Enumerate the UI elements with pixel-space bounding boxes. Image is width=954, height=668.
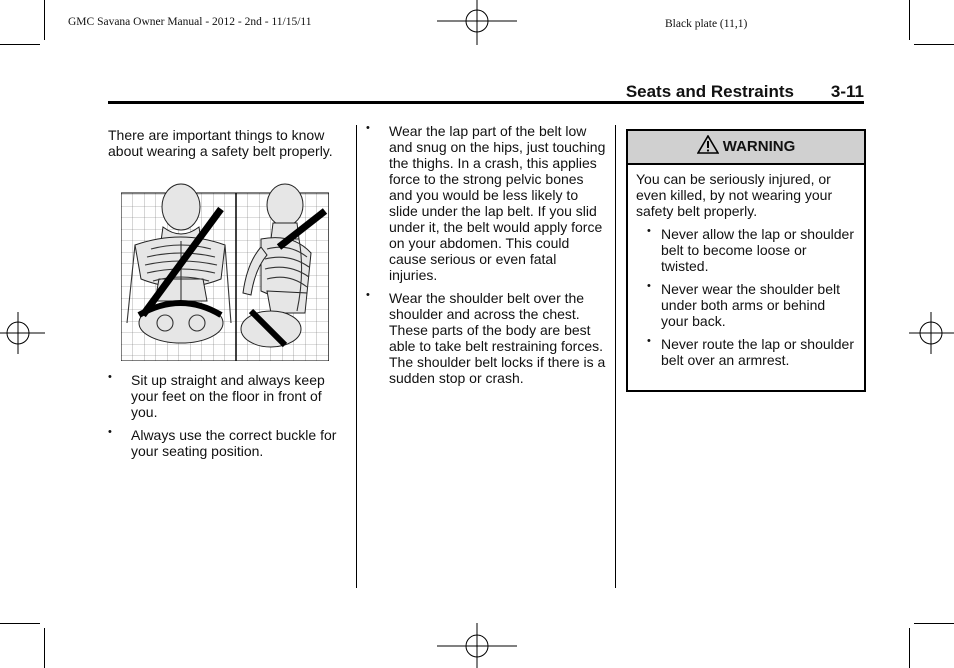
column-divider-2	[615, 125, 616, 588]
list-item	[366, 123, 606, 283]
list-item	[108, 427, 348, 459]
bullet-text: Never route the lap or shoulder belt over an armrest.	[661, 336, 854, 368]
bullet-dot: •	[647, 335, 651, 347]
crop-mark-bottom-right-h	[914, 623, 954, 624]
safety-belt-skeleton-illustration	[121, 183, 329, 361]
bullet-dot: •	[108, 426, 112, 438]
crop-mark-bottom-right-v	[909, 628, 910, 668]
bullet-text: Wear the shoulder belt over the shoulder and across the chest. These parts of the body are best able to take belt restraining forces. The shoulder belt locks if there is a sudden stop or crash.	[389, 290, 606, 386]
warning-header	[628, 131, 864, 165]
section-title: Seats and Restraints	[625, 82, 794, 101]
list-item	[366, 290, 606, 386]
column-divider-1	[356, 125, 357, 588]
list-item	[636, 226, 856, 274]
page-number: 3-11	[830, 82, 864, 101]
column-2	[366, 123, 606, 393]
crop-mark-top-left-v	[44, 0, 45, 40]
crop-mark-top-left-h	[0, 44, 40, 45]
intro-paragraph: There are important things to know about wearing a safety belt properly.	[108, 127, 333, 159]
page-header	[108, 80, 864, 102]
bullet-text: Wear the lap part of the belt low and snug on the hips, just touching the thighs. In a crash, this applies force to the strong pelvic bones and you would be less likely to slide under the lap belt. If you slid under it, the belt would apply force on your abdomen. This could cause serious or even fatal injuries.	[389, 123, 606, 283]
warning-intro: You can be seriously injured, or even killed, by not wearing your safety belt properly.	[636, 171, 833, 219]
warning-title: WARNING	[722, 138, 796, 155]
print-info-left: GMC Savana Owner Manual - 2012 - 2nd - 11/15/11	[68, 16, 312, 28]
column-1	[108, 127, 348, 159]
bullet-dot: •	[647, 225, 651, 237]
registration-mark-right	[909, 312, 954, 354]
warning-triangle-icon	[697, 135, 719, 154]
bullet-text: Never allow the lap or shoulder belt to become loose or twisted.	[661, 226, 854, 274]
list-item	[636, 281, 856, 329]
registration-mark-left	[0, 312, 45, 354]
bullet-dot: •	[647, 280, 651, 292]
list-item	[636, 336, 856, 368]
warning-box	[626, 129, 866, 392]
bullet-text: Never wear the shoulder belt under both arms or behind your back.	[661, 281, 840, 329]
crop-mark-bottom-left-v	[44, 628, 45, 668]
warning-body	[628, 165, 864, 368]
bullet-text: Sit up straight and always keep your feet on the floor in front of you.	[131, 372, 325, 420]
bullet-dot: •	[108, 371, 112, 383]
bullet-dot: •	[366, 122, 370, 134]
registration-mark-bottom	[437, 623, 517, 668]
print-info-right: Black plate (11,1)	[665, 18, 748, 30]
registration-mark-top	[437, 0, 517, 45]
crop-mark-top-right-v	[909, 0, 910, 40]
column-1-bullets	[108, 372, 348, 466]
crop-mark-bottom-left-h	[0, 623, 40, 624]
bullet-dot: •	[366, 289, 370, 301]
header-rule	[108, 101, 864, 104]
crop-mark-top-right-h	[914, 44, 954, 45]
bullet-text: Always use the correct buckle for your seating position.	[131, 427, 337, 459]
list-item	[108, 372, 348, 420]
